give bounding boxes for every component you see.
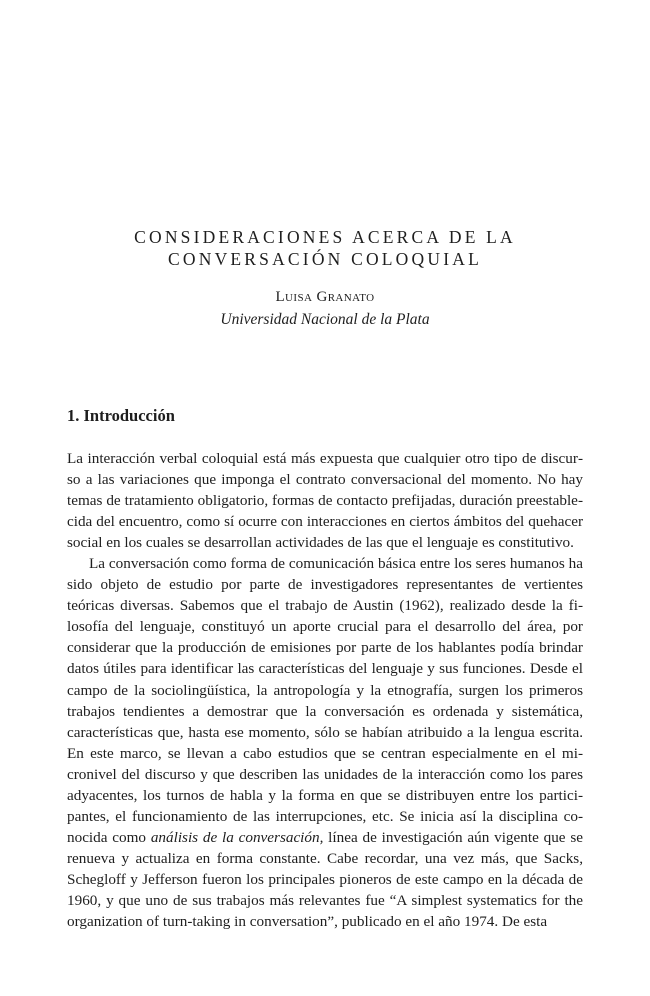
paragraph-2 bbox=[67, 553, 583, 932]
paragraph-1: La interacción verbal coloquial está más expuesta que cualquier otro tipo de discurso a las variaciones que imponga el contrato conversacional del momento. No hay temas de tratamiento obligatorio, formas de contacto prefijadas, duración preestablecida del encuentro, como sí ocurre con interacciones en ciertos ámbitos del quehacer social en los cuales se desarrollan actividades de las que el lenguaje es constitutivo. bbox=[67, 450, 583, 552]
chapter-title-line-1: CONSIDERACIONES ACERCA DE LA bbox=[134, 227, 516, 247]
section-heading: 1. Introducción bbox=[67, 406, 175, 425]
paragraph-2-text-start: La conversación como forma de comunicación básica entre los seres humanos ha sido objeto de estudio por parte de investigadores representantes de vertientes teóricas diversas. Sabemos que el trabajo de Austin (1962), realizado desde la filosofía del lenguaje, constituyó un aporte crucial para el desarrollo del área, por considerar que la producción de emisiones por parte de los hablantes podía brindar datos útiles para identificar las características del lenguaje y sus funciones. Desde el campo de la sociolingüística, la antropología y la etnografía, surgen los primeros trabajos tendientes a demostrar que la conversación es ordenada y sistemática, características que, hasta ese momento, sólo se habían atribuido a la lengua escrita. En este marco, se llevan a cabo estudios que se centran especialmente en el micronivel del discurso y que describen las unidades de la interacción como los pares adyacentes, los turnos de habla y la forma en que se distribuyen entre los participantes, el funcionamiento de las interrupciones, etc. Se inicia así la disciplina conocida como bbox=[67, 555, 583, 846]
chapter-title bbox=[0, 226, 650, 270]
body-text bbox=[67, 448, 583, 932]
chapter-title-line-2: CONVERSACIÓN COLOQUIAL bbox=[168, 249, 482, 269]
paragraph-2-italic-term: análisis de la conversación, bbox=[150, 828, 324, 846]
author-affiliation: Universidad Nacional de la Plata bbox=[220, 311, 430, 328]
paragraph-2-text-end: línea de investigación aún vigente que se renueva y actualiza en forma constante. Cabe recordar, una vez más, que Sacks, Schegloff y Jefferson fueron los principales pioneros de este campo en la década de 1960, y que uno de sus trabajos más relevantes fue “A simplest systematics for the organization of turn-taking in conversation”, publicado en el año 1974. De esta bbox=[67, 828, 583, 931]
author-name: Luisa Granato bbox=[275, 289, 375, 305]
